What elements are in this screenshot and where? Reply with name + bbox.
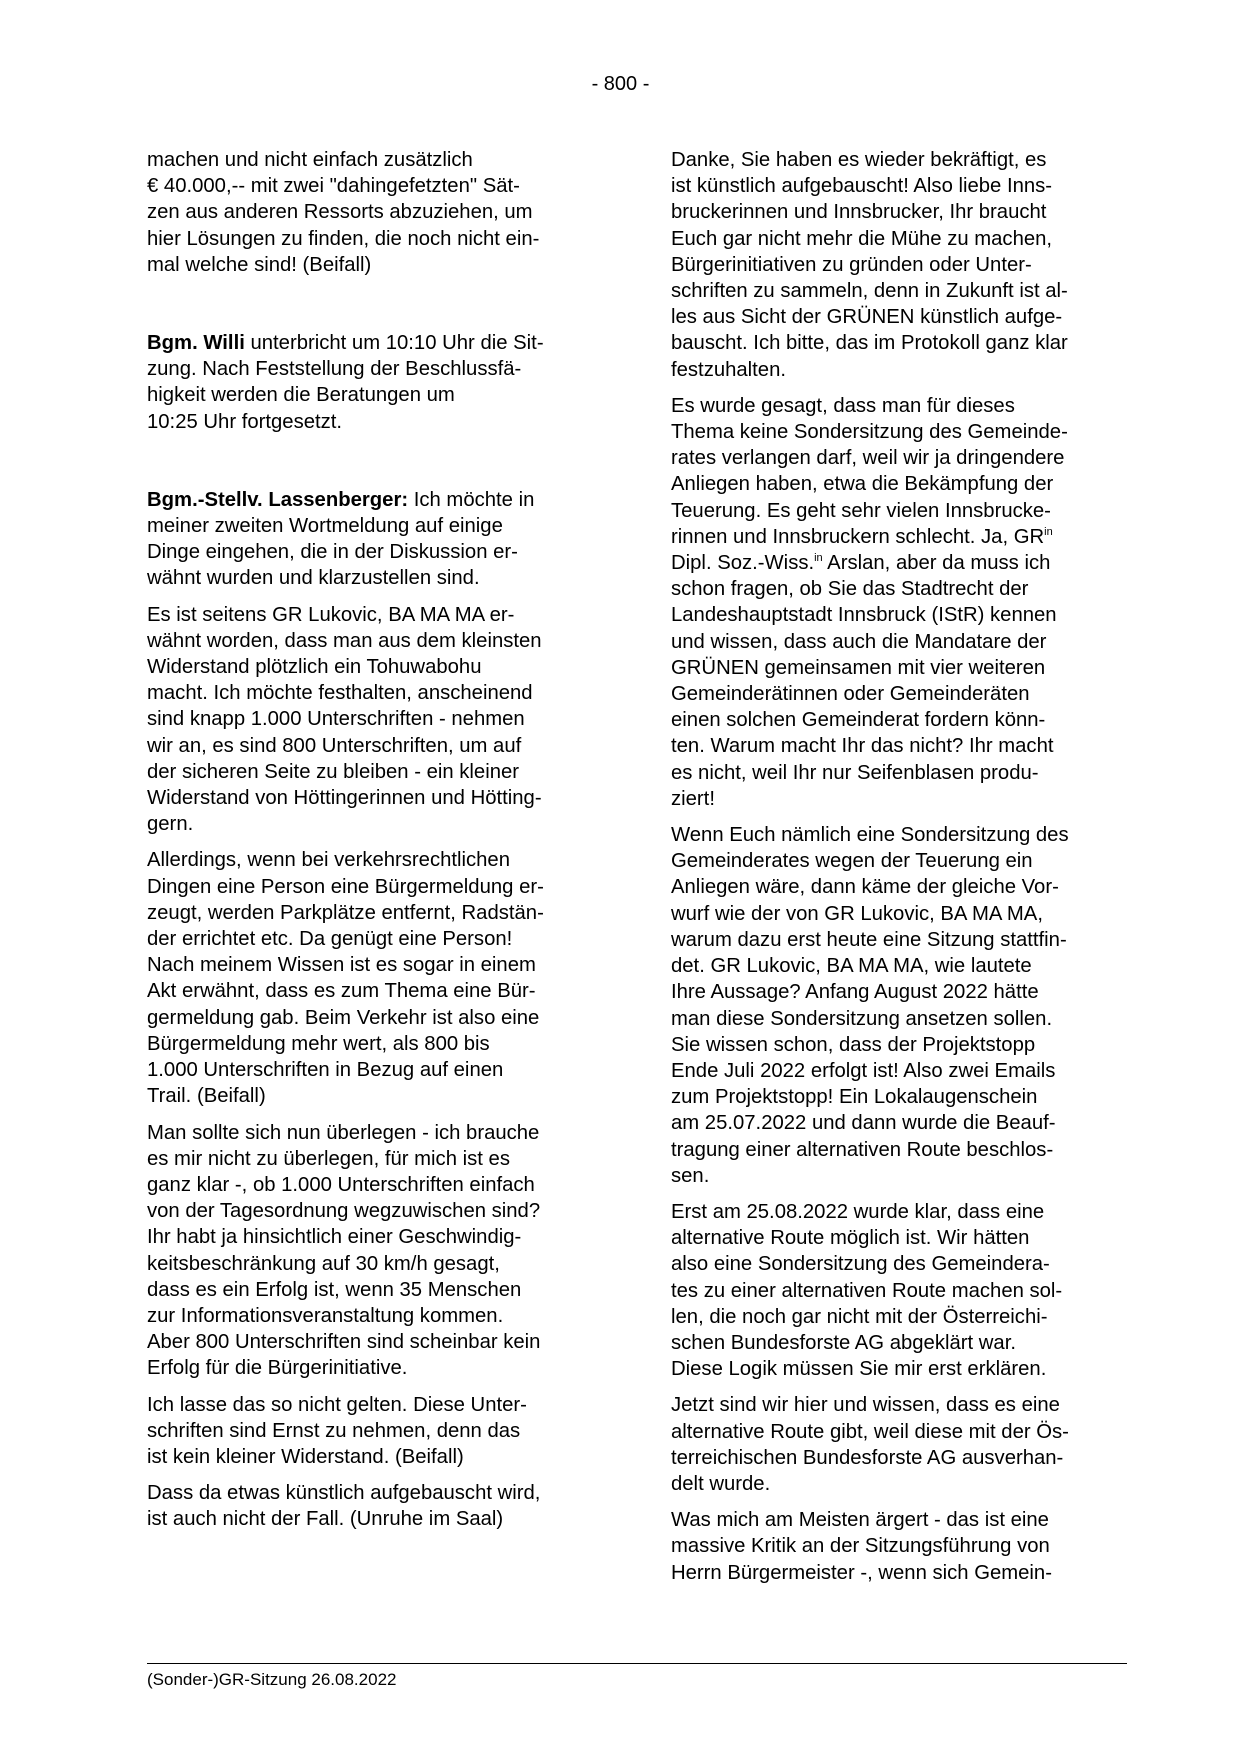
text-line: Bürgerinitiativen zu gründen oder Unter- [671, 253, 1032, 276]
text-line: am 25.07.2022 und dann wurde die Beauf- [671, 1112, 1056, 1135]
text-line: dass es ein Erfolg ist, wenn 35 Menschen [147, 1278, 522, 1301]
text-line: schriften sind Ernst zu nehmen, denn das [147, 1419, 521, 1442]
text-line: ten. Warum macht Ihr das nicht? Ihr macht [671, 735, 1054, 758]
text-line: zen aus anderen Ressorts abzuziehen, um [147, 201, 533, 224]
text-line: wähnt worden, dass man aus dem kleinsten [147, 629, 542, 652]
text-line: Teuerung. Es geht sehr vielen Innsbrucke- [671, 499, 1051, 522]
paragraph [671, 1392, 1121, 1497]
text-line: Widerstand plötzlich ein Tohuwabohu [147, 656, 482, 679]
paragraph [671, 147, 1121, 383]
text-line: Danke, Sie haben es wieder bekräftigt, es [671, 149, 1047, 171]
text-line: Nach meinem Wissen ist es sogar in einem [147, 954, 536, 977]
text-line: Anliegen haben, etwa die Bekämpfung der [671, 473, 1054, 496]
paragraph [147, 487, 597, 592]
footer-divider [147, 1663, 1127, 1664]
text-line: sind knapp 1.000 Unterschriften - nehmen [147, 708, 525, 731]
text-line: Landeshauptstadt Innsbruck (IStR) kennen [671, 604, 1057, 627]
text-line: GRÜNEN gemeinsamen mit vier weiteren [671, 656, 1046, 679]
text-line: Trail. (Beifall) [147, 1085, 266, 1108]
footer-text: (Sonder-)GR-Sitzung 26.08.2022 [147, 1670, 397, 1689]
text-line: also eine Sondersitzung des Gemeindera- [671, 1253, 1050, 1276]
paragraph [671, 1507, 1121, 1586]
superscript: in [1044, 525, 1053, 538]
text-line: higkeit werden die Beratungen um [147, 384, 455, 407]
speaker-name: Bgm.-Stellv. Lassenberger: [147, 488, 409, 511]
text-line: wurf wie der von GR Lukovic, BA MA MA, [671, 902, 1043, 925]
text-line: terreichischen Bundesforste AG ausverhan- [671, 1446, 1064, 1469]
text-line: Ich lasse das so nicht gelten. Diese Unter- [147, 1393, 527, 1416]
text-line: Anliegen wäre, dann käme der gleiche Vor- [671, 876, 1059, 899]
text-line: rinnen und Innsbruckern schlecht. Ja, GR [671, 525, 1045, 548]
text-line: Ende Juli 2022 erfolgt ist! Also zwei Emails [671, 1059, 1056, 1082]
text-line: wir an, es sind 800 Unterschriften, um auf [147, 734, 522, 757]
text-line: schon fragen, ob Sie das Stadtrecht der [671, 578, 1029, 601]
paragraph [147, 847, 597, 1109]
text-line: zur Informationsveranstaltung kommen. [147, 1304, 504, 1327]
text-line: Sie wissen schon, dass der Projektstopp [671, 1033, 1036, 1056]
text-line: ist kein kleiner Widerstand. (Beifall) [147, 1445, 464, 1468]
text-line: und wissen, dass auch die Mandatare der [671, 630, 1047, 653]
text-line: unterbricht um 10:10 Uhr die Sit- [244, 332, 544, 355]
text-line: Ihre Aussage? Anfang August 2022 hätte [671, 981, 1039, 1004]
text-line: Akt erwähnt, dass es zum Thema eine Bür- [147, 980, 536, 1003]
text-line: Jetzt sind wir hier und wissen, dass es eine [671, 1394, 1060, 1417]
left-column [147, 147, 597, 1543]
text-line: germeldung gab. Beim Verkehr ist also eine [147, 1006, 540, 1029]
text-line: man diese Sondersitzung ansetzen sollen. [671, 1007, 1053, 1030]
text-line: einen solchen Gemeinderat fordern könn- [671, 709, 1046, 732]
text-line: Ihr habt ja hinsichtlich einer Geschwindig- [147, 1226, 522, 1249]
text-line: delt wurde. [671, 1472, 771, 1495]
text-line: zeugt, werden Parkplätze entfernt, Radstän- [147, 901, 544, 924]
text-line: der errichtet etc. Da genügt eine Person! [147, 928, 513, 951]
text-line: schriften zu sammeln, denn in Zukunft ist al- [671, 280, 1068, 303]
text-line: der sicheren Seite zu bleiben - ein kleiner [147, 760, 520, 783]
paragraph [671, 822, 1121, 1189]
text-line: Erst am 25.08.2022 wurde klar, dass eine [671, 1200, 1045, 1223]
text-line: zung. Nach Feststellung der Beschlussfä- [147, 358, 522, 381]
paragraph [147, 147, 597, 278]
text-line: bruckerinnen und Innsbrucker, Ihr braucht [671, 201, 1047, 224]
text-line: keitsbeschränkung auf 30 km/h gesagt, [147, 1252, 500, 1275]
speaker-name: Bgm. Willi [147, 332, 245, 355]
text-line: Thema keine Sondersitzung des Gemeinde- [671, 421, 1068, 444]
text-line: massive Kritik an der Sitzungsführung von [671, 1535, 1050, 1558]
text-line: ist künstlich aufgebauscht! Also liebe Inns- [671, 175, 1053, 198]
text-line: Dinge eingehen, die in der Diskussion er- [147, 541, 518, 564]
text-line: Arslan, aber da muss ich [822, 552, 1051, 575]
text-line: gern. [147, 813, 194, 836]
text-line: Erfolg für die Bürgerinitiative. [147, 1357, 408, 1380]
paragraph [147, 1120, 597, 1382]
text-line: Diese Logik müssen Sie mir erst erklären. [671, 1358, 1047, 1381]
text-line: Gemeinderätinnen oder Gemeinderäten [671, 683, 1030, 706]
text-line: schen Bundesforste AG abgeklärt war. [671, 1331, 1016, 1354]
right-column [671, 147, 1121, 1596]
text-line: Es wurde gesagt, dass man für dieses [671, 394, 1015, 417]
text-line: Dass da etwas künstlich aufgebauscht wird, [147, 1482, 541, 1505]
text-line: meiner zweiten Wortmeldung auf einige [147, 515, 503, 538]
text-line: Aber 800 Unterschriften sind scheinbar kein [147, 1331, 541, 1354]
text-line: alternative Route gibt, weil diese mit der Ös- [671, 1420, 1069, 1443]
paragraph [147, 330, 597, 435]
text-line: Herrn Bürgermeister -, wenn sich Gemein- [671, 1561, 1052, 1584]
text-line: ist auch nicht der Fall. (Unruhe im Saal) [147, 1508, 504, 1531]
text-line: Ich möchte in [408, 488, 535, 511]
paragraph [147, 1392, 597, 1471]
text-line: von der Tagesordnung wegzuwischen sind? [147, 1200, 541, 1223]
paragraph [147, 602, 597, 838]
text-line: € 40.000,-- mit zwei "dahingefetzten" Sät- [147, 175, 520, 198]
text-line: tes zu einer alternativen Route machen sol- [671, 1279, 1063, 1302]
text-line: Es ist seitens GR Lukovic, BA MA MA er- [147, 603, 515, 626]
text-line: mal welche sind! (Beifall) [147, 253, 372, 276]
text-line: Allerdings, wenn bei verkehrsrechtlichen [147, 849, 510, 872]
text-line: len, die noch gar nicht mit der Österreichi- [671, 1305, 1048, 1328]
paragraph [147, 1480, 597, 1532]
text-line: warum dazu erst heute eine Sitzung stattfin- [671, 928, 1067, 951]
text-line: Gemeinderates wegen der Teuerung ein [671, 850, 1033, 873]
text-line: festzuhalten. [671, 358, 787, 381]
text-line: bauscht. Ich bitte, das im Protokoll ganz klar [671, 332, 1068, 355]
text-line: Dipl. Soz.-Wiss. [671, 552, 815, 575]
text-line: hier Lösungen zu finden, die noch nicht ein- [147, 227, 540, 250]
text-line: es mir nicht zu überlegen, für mich ist es [147, 1147, 510, 1170]
text-line: zum Projektstopp! Ein Lokalaugenschein [671, 1086, 1038, 1109]
text-line: det. GR Lukovic, BA MA MA, wie lautete [671, 955, 1032, 978]
text-line: rates verlangen darf, weil wir ja dringendere [671, 447, 1065, 470]
text-line: 1.000 Unterschriften in Bezug auf einen [147, 1059, 504, 1082]
text-line: Widerstand von Höttingerinnen und Hötting- [147, 787, 542, 810]
text-line: ziert! [671, 787, 715, 810]
text-line: Man sollte sich nun überlegen - ich brauche [147, 1121, 540, 1144]
paragraph [671, 1199, 1121, 1382]
text-line: Dingen eine Person eine Bürgermeldung er- [147, 875, 544, 898]
text-line: machen und nicht einfach zusätzlich [147, 149, 473, 171]
text-line: Was mich am Meisten ärgert - das ist eine [671, 1509, 1049, 1532]
text-line: sen. [671, 1164, 710, 1187]
text-line: wähnt wurden und klarzustellen sind. [147, 567, 480, 590]
text-line: les aus Sicht der GRÜNEN künstlich aufge- [671, 306, 1063, 329]
text-line: Bürgermeldung mehr wert, als 800 bis [147, 1032, 490, 1055]
text-line: alternative Route möglich ist. Wir hätten [671, 1227, 1030, 1250]
text-line: tragung einer alternativen Route beschlos- [671, 1138, 1054, 1161]
text-line: 10:25 Uhr fortgesetzt. [147, 410, 343, 433]
text-line: Euch gar nicht mehr die Mühe zu machen, [671, 227, 1053, 250]
superscript: in [814, 552, 823, 565]
text-line: es nicht, weil Ihr nur Seifenblasen produ- [671, 761, 1039, 784]
text-line: macht. Ich möchte festhalten, anscheinend [147, 682, 533, 705]
text-line: Wenn Euch nämlich eine Sondersitzung des [671, 824, 1069, 847]
paragraph [671, 393, 1121, 812]
text-line: ganz klar -, ob 1.000 Unterschriften einfach [147, 1173, 535, 1196]
page-number: - 800 - [591, 73, 650, 95]
